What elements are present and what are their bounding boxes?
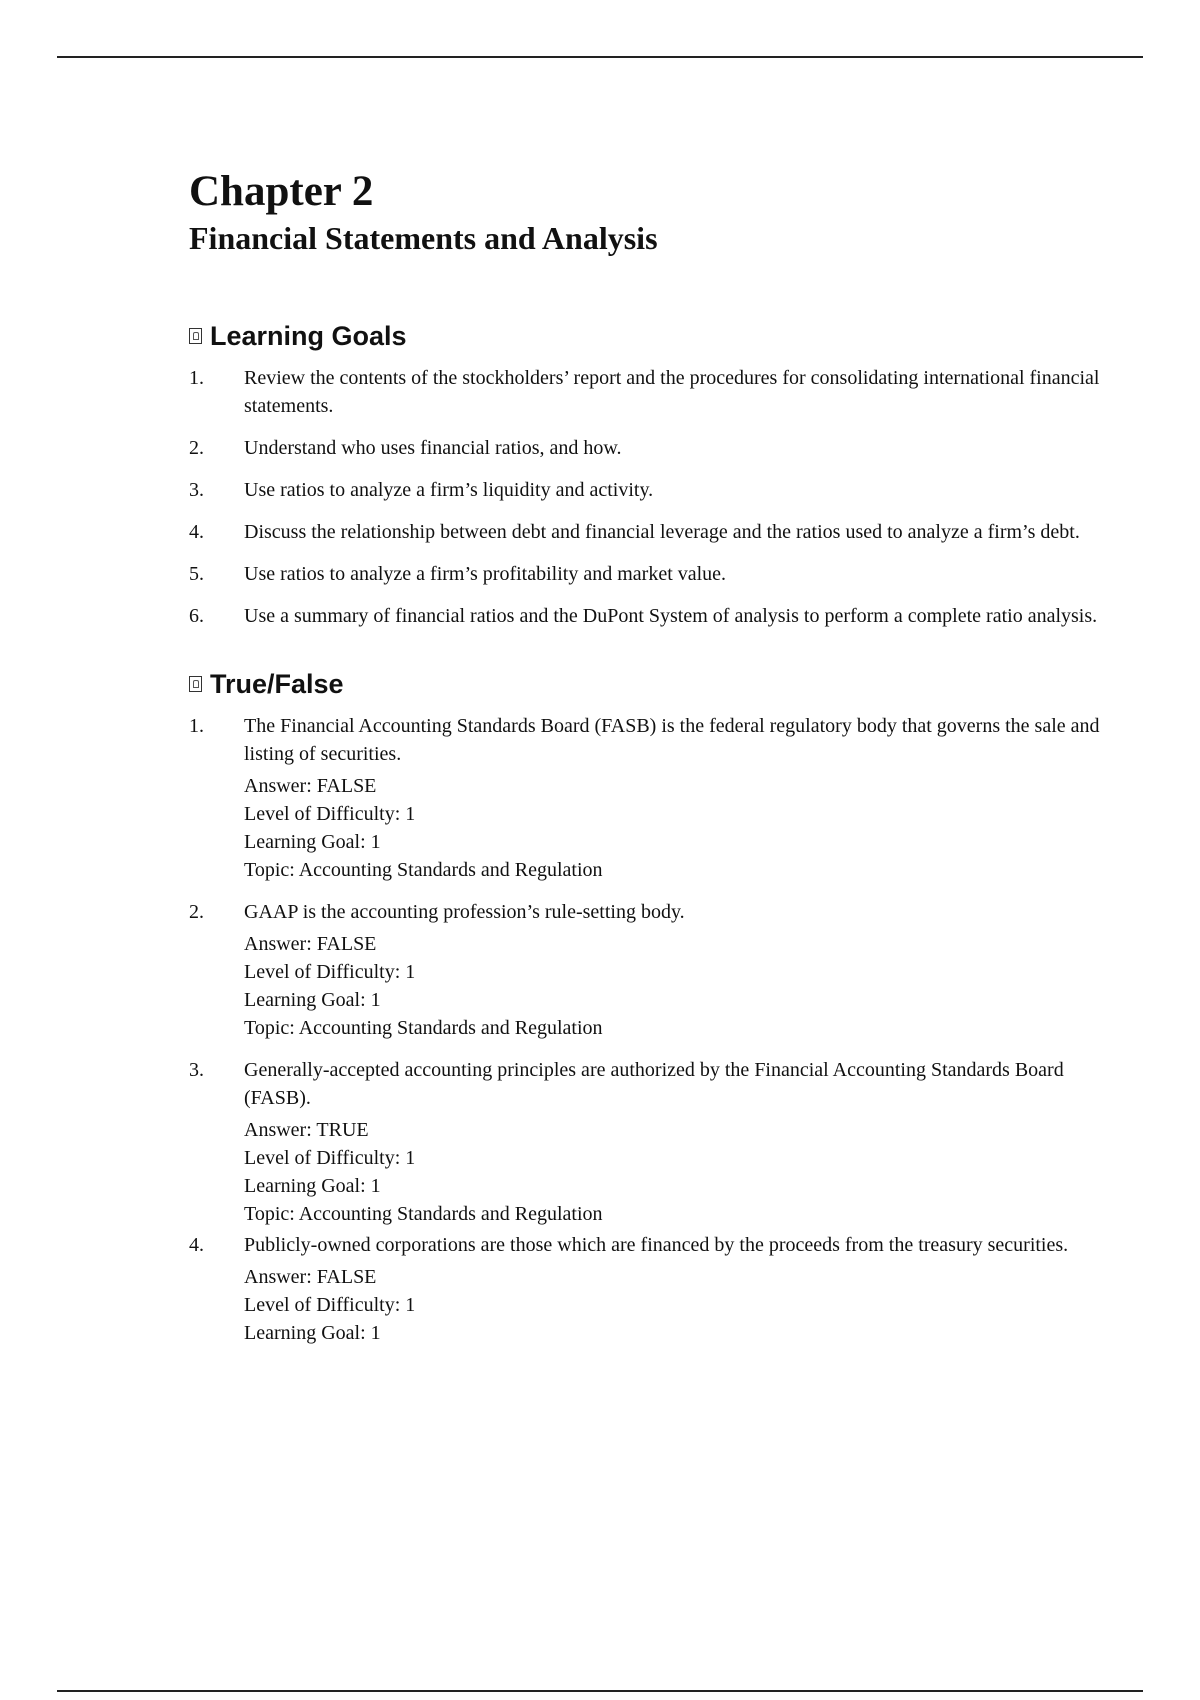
item-number: 6.	[189, 605, 204, 627]
list-item	[189, 602, 1114, 630]
chapter-number: Chapter 2	[189, 168, 374, 215]
difficulty-text: Level of Difficulty: 1	[244, 1294, 416, 1316]
item-text: Use ratios to analyze a firm’s profitability and market value.	[244, 563, 727, 585]
question-item	[189, 1231, 1114, 1347]
list-item	[189, 476, 1114, 504]
answer-text: Answer: FALSE	[244, 775, 377, 797]
topic-text: Topic: Accounting Standards and Regulation	[244, 1203, 603, 1225]
answer-text: Answer: FALSE	[244, 1266, 377, 1288]
difficulty-text: Level of Difficulty: 1	[244, 961, 416, 983]
item-text: Understand who uses financial ratios, and how.	[244, 437, 622, 459]
question-item	[189, 898, 1114, 1042]
item-text: Use ratios to analyze a firm’s liquidity and activity.	[244, 479, 654, 501]
true-false-heading	[189, 668, 1114, 700]
list-item	[189, 560, 1114, 588]
list-item	[189, 364, 1114, 420]
list-item	[189, 434, 1114, 462]
question-number: 3.	[189, 1059, 204, 1081]
true-false-heading-text: True/False	[210, 669, 344, 699]
learning-goal-text: Learning Goal: 1	[244, 1175, 381, 1197]
box-icon	[189, 676, 202, 692]
question-number: 4.	[189, 1234, 204, 1256]
bottom-rule	[57, 1690, 1143, 1692]
true-false-list	[189, 712, 1114, 1347]
question-text: GAAP is the accounting profession’s rule-setting body.	[244, 901, 685, 923]
item-number: 4.	[189, 521, 204, 543]
question-number: 1.	[189, 715, 204, 737]
learning-goal-text: Learning Goal: 1	[244, 831, 381, 853]
item-number: 2.	[189, 437, 204, 459]
item-text: Discuss the relationship between debt and financial leverage and the ratios used to analyze a firm’s debt.	[244, 521, 1080, 543]
difficulty-text: Level of Difficulty: 1	[244, 803, 416, 825]
top-rule	[57, 56, 1143, 58]
question-item	[189, 1056, 1114, 1228]
question-text: The Financial Accounting Standards Board (FASB) is the federal regulatory body that governs the sale and listing of securities.	[244, 715, 1100, 765]
topic-text: Topic: Accounting Standards and Regulation	[244, 1017, 603, 1039]
item-number: 5.	[189, 563, 204, 585]
learning-goals-heading	[189, 320, 1114, 352]
learning-goals-heading-text: Learning Goals	[210, 321, 407, 351]
question-number: 2.	[189, 901, 204, 923]
list-item	[189, 518, 1114, 546]
box-icon	[189, 328, 202, 344]
page-content	[189, 166, 1114, 1361]
question-item	[189, 712, 1114, 884]
learning-goal-text: Learning Goal: 1	[244, 1322, 381, 1344]
learning-goals-list	[189, 364, 1114, 630]
chapter-title: Financial Statements and Analysis	[189, 220, 658, 256]
item-text: Use a summary of financial ratios and the DuPont System of analysis to perform a complete ratio analysis.	[244, 605, 1098, 627]
topic-text: Topic: Accounting Standards and Regulation	[244, 859, 603, 881]
question-text: Publicly-owned corporations are those which are financed by the proceeds from the treasury securities.	[244, 1234, 1069, 1256]
item-text: Review the contents of the stockholders’ report and the procedures for consolidating international financial statements.	[244, 367, 1100, 417]
difficulty-text: Level of Difficulty: 1	[244, 1147, 416, 1169]
item-number: 1.	[189, 367, 204, 389]
answer-text: Answer: FALSE	[244, 933, 377, 955]
learning-goal-text: Learning Goal: 1	[244, 989, 381, 1011]
item-number: 3.	[189, 479, 204, 501]
question-text: Generally-accepted accounting principles are authorized by the Financial Accounting Standards Board (FASB).	[244, 1059, 1064, 1109]
answer-text: Answer: TRUE	[244, 1119, 369, 1141]
